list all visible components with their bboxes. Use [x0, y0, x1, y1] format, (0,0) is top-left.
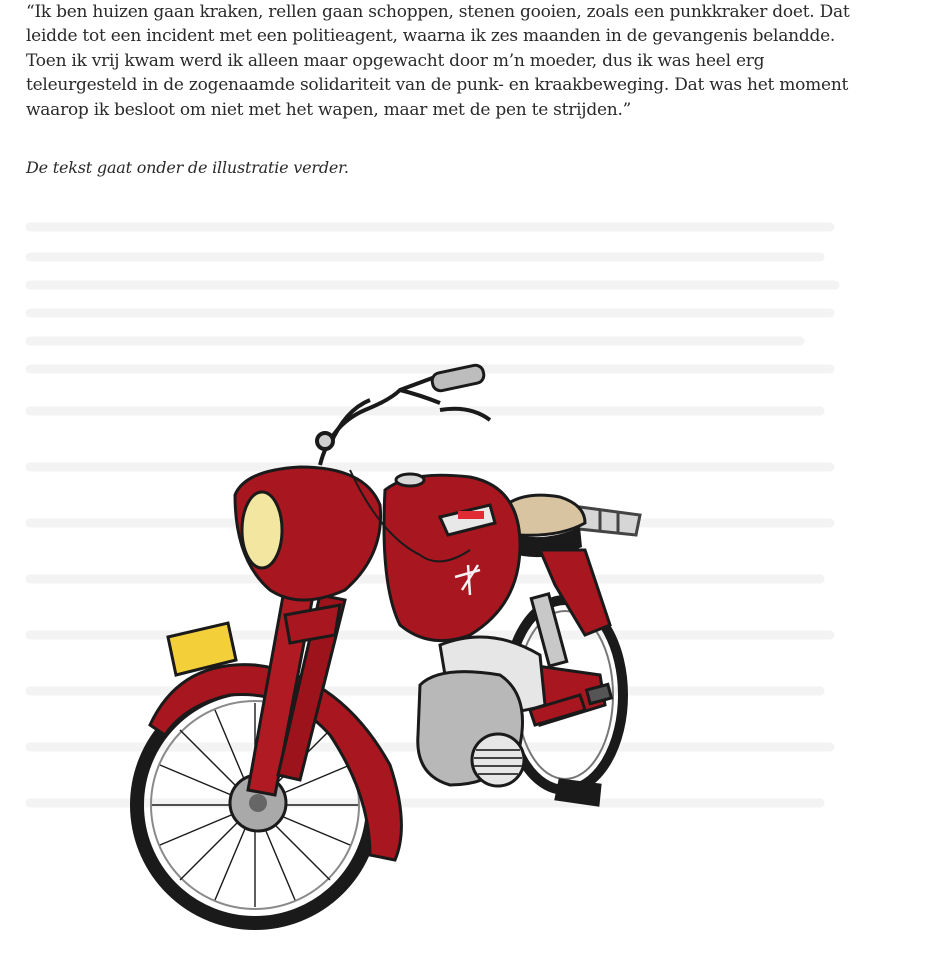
moped-illustration [0, 205, 950, 957]
headlight-cowl [235, 467, 381, 643]
engine [418, 637, 612, 786]
illustration-note: De tekst gaat onder de illustratie verder. [26, 158, 349, 177]
quote-line: “Ik ben huizen gaan kraken, rellen gaan schoppen, stenen gooien, zoals een punkkraker doet. Dat [26, 2, 850, 22]
quote-line: Toen ik vrij kwam werd ik alleen maar opgewacht door m’n moeder, dus ik was heel erg [26, 50, 765, 71]
quote-line: waarop ik besloot om niet met het wapen, maar met de pen te strijden.” [26, 99, 632, 120]
quote-line: leidde tot een incident met een politieagent, waarna ik zes maanden in de gevangenis belandde. [26, 26, 836, 47]
fuel-tank [384, 474, 520, 641]
article-quote [26, 0, 926, 122]
quote-line: teleurgesteld in de zogenaamde solidariteit van de punk- en kraakbeweging. Dat was het moment [26, 75, 849, 96]
moped-drawing [0, 205, 950, 957]
